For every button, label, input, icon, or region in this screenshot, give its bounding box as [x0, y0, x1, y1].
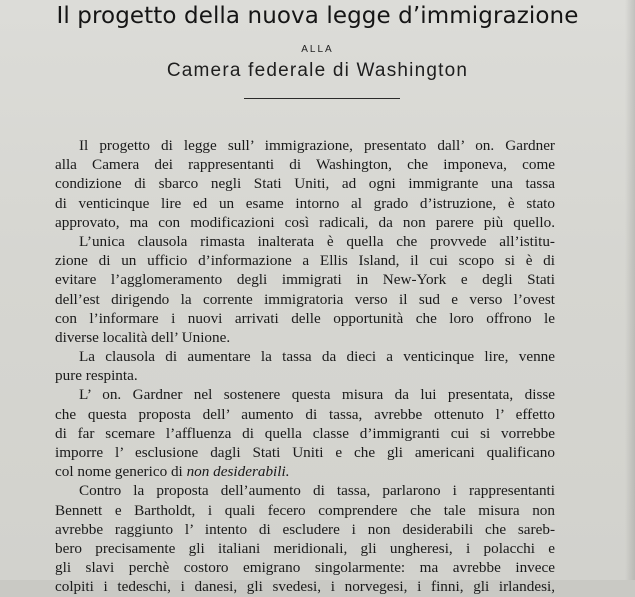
- text-line: dell’est dirigendo la corrente immigratoria verso il sud e verso l’ovest: [55, 290, 555, 308]
- text-line: La clausola di aumentare la tassa da dieci a venticinque lire, venne: [79, 348, 555, 366]
- italic-phrase: non desiderabili.: [186, 463, 290, 481]
- text-line: che questa proposta dell’ aumento di tassa, avrebbe ottenuto l’ effetto: [55, 405, 555, 423]
- text-line: Contro la proposta dell’aumento di tassa, parlarono i rappresentanti: [79, 482, 555, 500]
- text-line: avrebbe raggiunto l’ intento di escludere i non desiderabili che sareb-: [55, 520, 555, 538]
- text-line: zione di un ufficio d’informazione a Ellis Island, il cui scopo si è di: [55, 252, 555, 270]
- text-line: imporre l’ esclusione dagli Stati Uniti e che gli americani qualificano: [55, 444, 555, 461]
- article-subtitle: Camera federale di Washington: [166, 60, 469, 81]
- text-line: colpiti i tedeschi, i danesi, gli svedesi, i norvegesi, i finni, gli irlandesi,: [55, 578, 555, 596]
- text-line: L’unica clausola rimasta inalterata è quella che provvede all’istitu-: [79, 232, 555, 250]
- text-line: L’ on. Gardner nel sostenere questa misura da lui presentata, disse: [79, 386, 555, 404]
- text-line: Il progetto di legge sull’ immigrazione, presentato dall’ on. Gardner: [79, 137, 555, 154]
- text-line: alla Camera dei rappresentanti di Washington, che imponeva, come: [55, 156, 555, 174]
- text-line: di far scemare l’affluenza di quella classe d’immigranti cui si vorrebbe: [55, 424, 555, 442]
- text-line: approvato, ma con modificazioni così radicali, da non parere più quello.: [55, 213, 555, 231]
- article-body: [55, 136, 555, 597]
- text-line: con l’informare i nuovi arrivati delle opportunità che loro offrono le: [55, 309, 555, 327]
- text-line: pure respinta.: [55, 367, 138, 385]
- text-line: gli slavi perchè costoro emigrano singolarmente: ma avrebbe invece: [55, 559, 555, 577]
- article-preposition: ALLA: [301, 44, 334, 55]
- article-title: Il progetto della nuova legge d’immigrazione: [56, 3, 579, 29]
- text-line: [55, 462, 555, 481]
- title-divider: [244, 98, 400, 99]
- text-line: bero precisamente gli italiani meridionali, gli ungheresi, i polacchi e: [55, 539, 555, 557]
- text-line-lead: col nome generico di: [55, 463, 183, 481]
- text-line: condizione di sbarco negli Stati Uniti, ad ogni immigrante una tassa: [55, 175, 555, 193]
- text-line: diverse località dell’ Unione.: [55, 328, 231, 346]
- text-line: Bennett e Bartholdt, i quali fecero comprendere che tale misura non: [55, 501, 555, 519]
- text-line: evitare l’agglomeramento degli immigrati in New-York e degli Stati: [55, 271, 555, 289]
- text-line: di venticinque lire ed un esame intorno al grado d’istruzione, è stato: [55, 194, 555, 212]
